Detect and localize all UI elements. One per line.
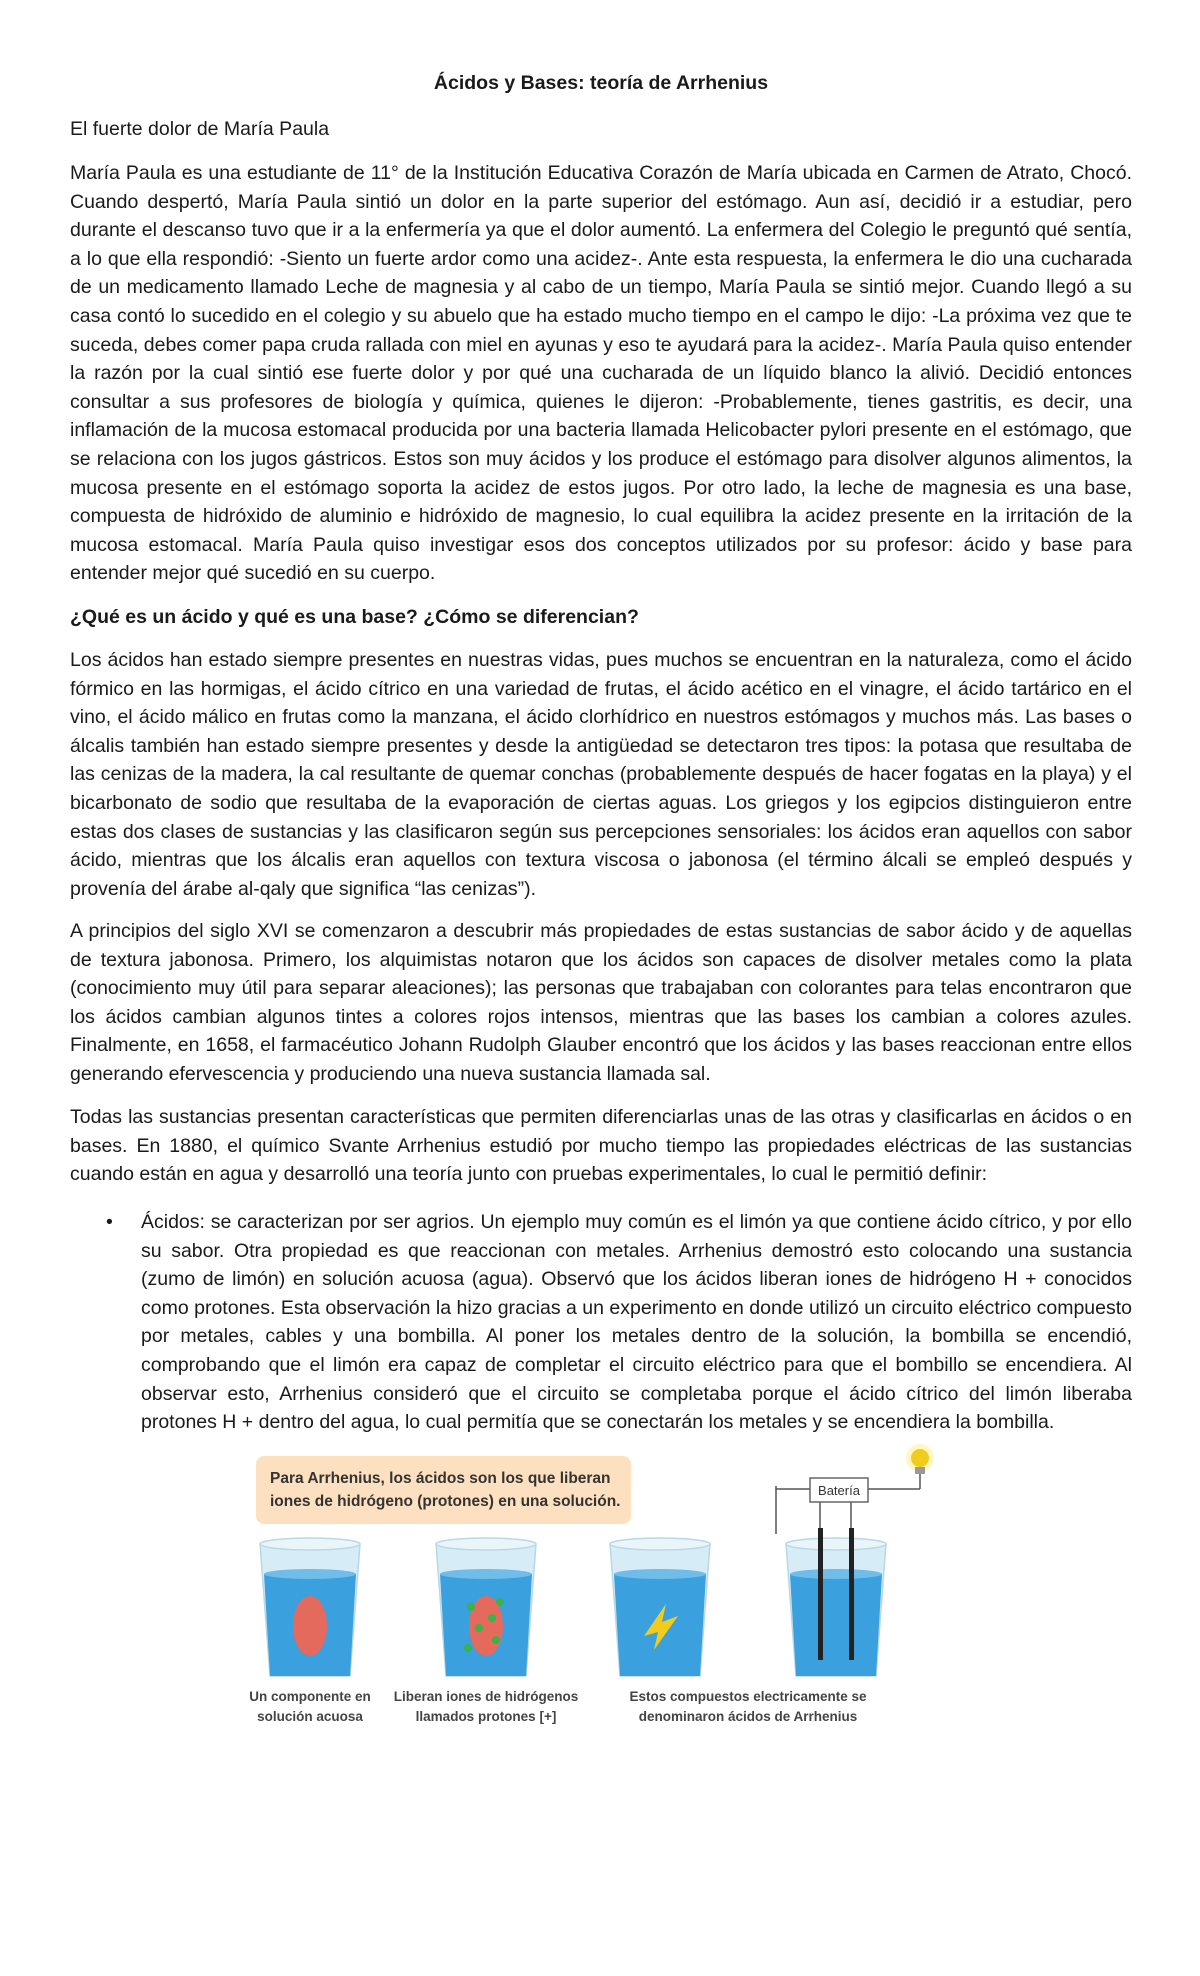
glass-1 [260,1538,360,1676]
battery-label: Batería [818,1483,860,1498]
section-subtitle: El fuerte dolor de María Paula [70,118,330,140]
arrhenius-diagram [230,1444,960,1744]
caption-3-line-1: Estos compuestos electricamente se [629,1689,867,1704]
lemon-component [293,1596,327,1656]
light-bulb-icon [906,1444,934,1474]
banner-box [256,1456,631,1524]
bullet-marker: • [106,1211,113,1233]
caption-2-line-1: Liberan iones de hidrógenos [393,1689,579,1704]
bullet-acids: Ácidos: se caracterizan por ser agrios. Un ejemplo muy común es el limón ya que contiene ácido cítrico, y por ello su sabor. Otra propiedad es que reaccionan con metales. Arrhenius demostró esto colocando una sustancia (zumo de limón) en solución acuosa (agua). Observó que los ácidos liberan iones de hidrógeno H + conocidos como protones. Esta observación la hizo gracias a un experimento en donde utilizó un circuito eléctrico compuesto por metales, cables y una bombilla. Al poner los metales dentro de la solución, la bombilla se encendió, comprobando que el limón era capaz de completar el circuito eléctrico para que el bombillo se encendiera. Al observar esto, Arrhenius consideró que el circuito se completaba porque el ácido cítrico del limón liberaba protones H + dentro del agua, lo cual permitía que se conectarán los metales y se encendiera la bombilla. [141,1211,1132,1434]
arrhenius-figure [230,1444,960,1744]
electrode-left [818,1528,823,1660]
glass-2 [436,1538,536,1676]
paragraph-properties: A principios del siglo XVI se comenzaron a descubrir más propiedades de estas sustancias de sabor ácido y de aquellas de textura jabonosa. Primero, los alquimistas notaron que los ácidos son capaces de disolver metales como la plata (conocimiento muy útil para separar aleaciones); las personas que trabajaban con colorantes para telas encontraron que los ácidos cambian algunos tintes a colores rojos intensos, mientras que las bases los cambian a colores azules. Finalmente, en 1658, el farmacéutico Johann Rudolph Glauber encontró que los ácidos y las bases reaccionan entre ellos generando efervescencia y produciendo una nueva sustancia llamada sal. [70,920,1132,1085]
banner-line-2: iones de hidrógeno (protones) en una solución. [270,1493,621,1510]
caption-1-line-1: Un componente en [249,1689,371,1704]
banner-line-1: Para Arrhenius, los ácidos son los que liberan [270,1470,611,1487]
document-title: Ácidos y Bases: teoría de Arrhenius [433,72,769,94]
caption-2-line-2: llamados protones [+] [415,1709,557,1724]
glass-3 [610,1538,710,1676]
paragraph-arrhenius: Todas las sustancias presentan características que permiten diferenciarlas unas de las otras y clasificarlas en ácidos o en bases. En 1880, el químico Svante Arrhenius estudió por mucho tiempo las propiedades eléctricas de las sustancias cuando están en agua y desarrolló una teoría junto con pruebas experimentales, lo cual le permitió definir: [70,1106,1132,1186]
paragraph-story: María Paula es una estudiante de 11° de la Institución Educativa Corazón de María ubicada en Carmen de Atrato, Chocó. Cuando despertó, María Paula sintió un dolor en la parte superior del estómago. Aun así, decidió ir a estudiar, pero durante el descanso tuvo que ir a la enfermería ya que el dolor aumentó. La enfermera del Colegio le preguntó qué sentía, a lo que ella respondió: -Siento un fuerte ardor como una acidez-. Ante esta respuesta, la enfermera le dio una cucharada de un medicamento llamado Leche de magnesia y al cabo de un tiempo, María Paula se sintió mejor. Cuando llegó a su casa contó lo sucedido en el colegio y su abuelo que ha estado mucho tiempo en el campo le dijo: -La próxima vez que te suceda, debes comer papa cruda rallada con miel en ayunas y eso te ayudará para la acidez-. María Paula quiso entender la razón por la cual sintió ese fuerte dolor y por qué una cucharada de un líquido blanco la alivió. Decidió entonces consultar a sus profesores de biología y química, quienes le dijeron: -Probablemente, tienes gastritis, es decir, una inflamación de la mucosa estomacal producida por una bacteria llamada Helicobacter pylori presente en el estómago, que se relaciona con los jugos gástricos. Estos son muy ácidos y los produce el estómago para disolver algunos alimentos, la mucosa presente en el estómago soporta la acidez de estos jugos. Por otro lado, la leche de magnesia es una base, compuesta de hidróxido de aluminio e hidróxido de magnesio, lo cual equilibra la acidez presente en la irritación de la mucosa estomacal. María Paula quiso investigar esos dos conceptos utilizados por su profesor: ácido y base para entender mejor qué sucedió en su cuerpo. [70,162,1132,585]
caption-1-line-2: solución acuosa [257,1709,363,1724]
paragraph-history: Los ácidos han estado siempre presentes en nuestras vidas, pues muchos se encuentran en la naturaleza, como el ácido fórmico en las hormigas, el ácido cítrico en una variedad de frutas, el ácido acético en el vinagre, el ácido tartárico en el vino, el ácido málico en frutas como la manzana, el ácido clorhídrico en nuestros estómagos y muchos más. Las bases o álcalis también han estado siempre presentes y desde la antigüedad se detectaron tres tipos: la potasa que resultaba de las cenizas de la madera, la cal resultante de quemar conchas (probablemente después de hacer fogatas en la playa) y el bicarbonato de sodio que resultaba de la evaporación de ciertas aguas. Los griegos y los egipcios distinguieron entre estas dos clases de sustancias y las clasificaron según sus percepciones sensoriales: los ácidos eran aquellos con sabor ácido, mientras que los álcalis eran aquellos con textura viscosa o jabonosa (el término álcali se empleó después y provenía del árabe al-qaly que significa “las cenizas”). [70,649,1132,900]
electrode-right [849,1528,854,1660]
caption-3-line-2: denominaron ácidos de Arrhenius [638,1709,858,1724]
section-question: ¿Qué es un ácido y qué es una base? ¿Cómo se diferencian? [70,606,639,628]
glass-4-circuit [776,1444,934,1676]
